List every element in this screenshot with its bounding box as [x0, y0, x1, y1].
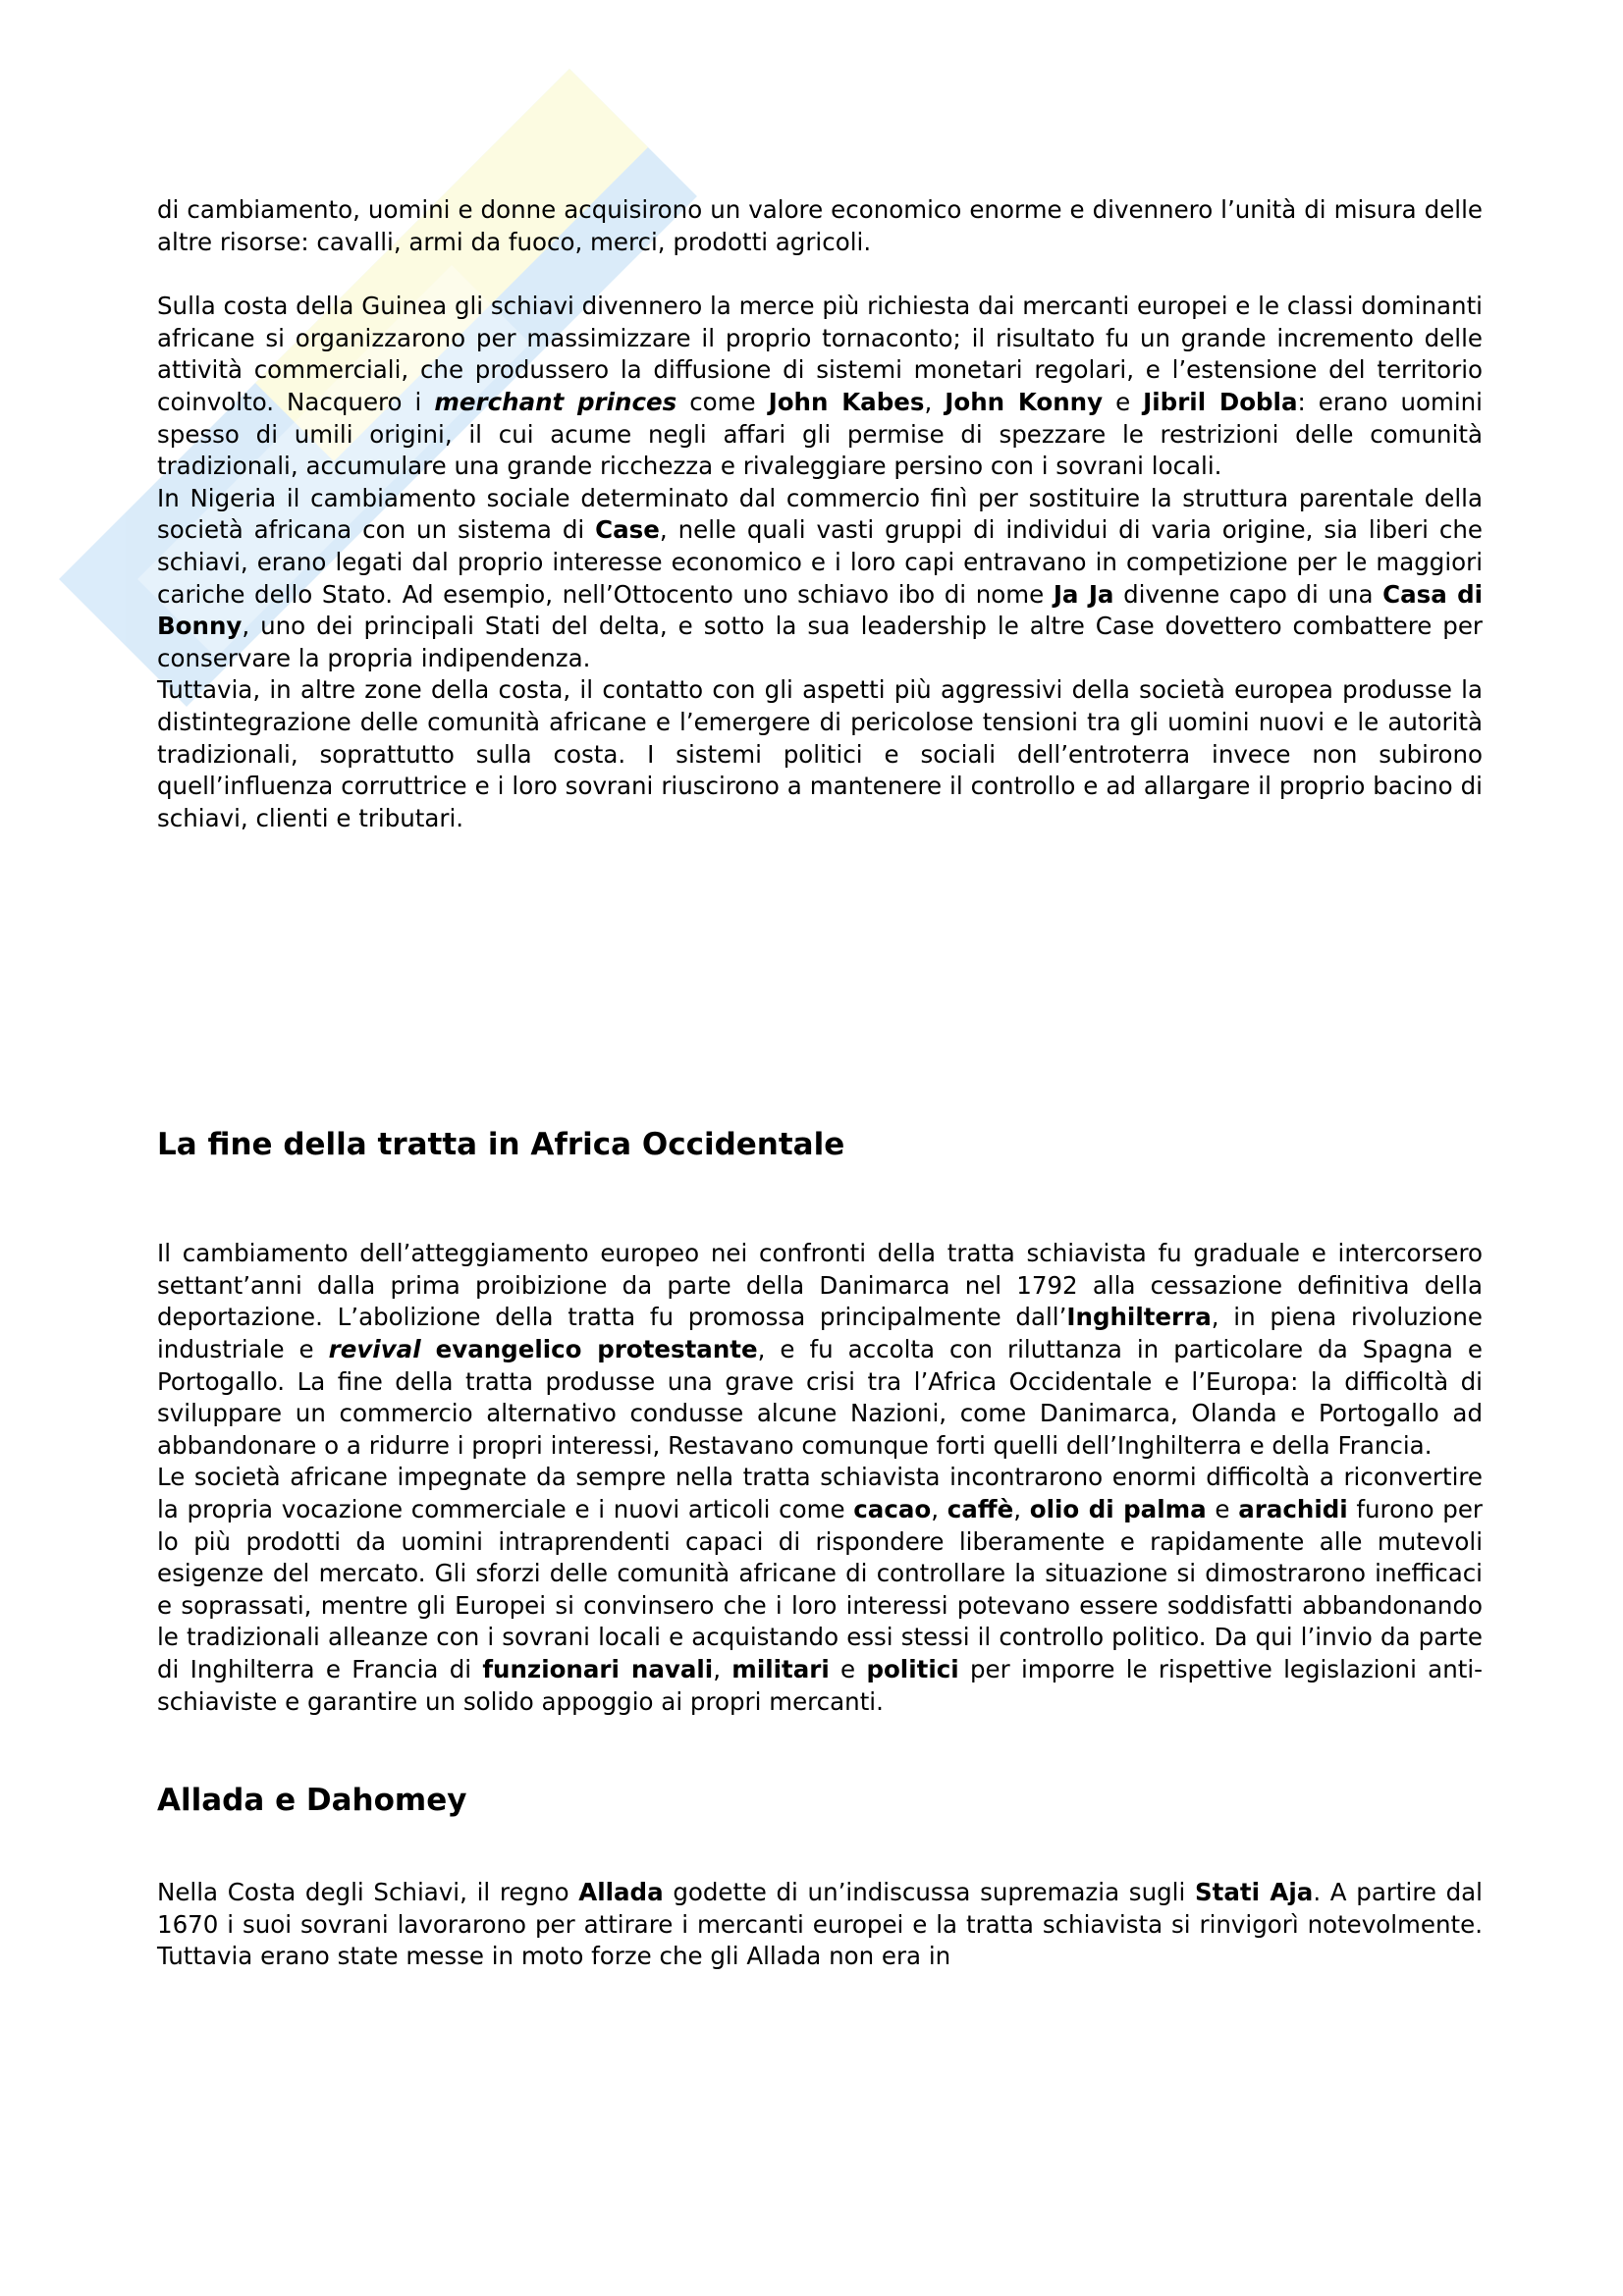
paragraph-risorse: di cambiamento, uomini e donne acquisirono un valore economico enorme e divennero l’unità di misura delle altre risorse: cavalli, armi da fuoco, merci, prodotti agricoli.	[157, 195, 1483, 256]
term-olio-di-palma: olio di palma	[1029, 1495, 1207, 1524]
paragraph-tuttavia: Tuttavia, in altre zone della costa, il contatto con gli aspetti più aggressivi della società europea produsse la distintegrazione delle comunità africane e l’emergere di pericolose tensioni tra gli uomini nuovi e le autorità tradizionali, soprattutto sulla costa. I sistemi politici e sociali dell’entroterra invece non subirono quell’influenza corruttrice e i loro sovrani riuscirono a mantenere il controllo e ad allargare il proprio bacino di schiavi, clienti e tributari.	[157, 675, 1483, 832]
term-revival: revival	[328, 1335, 421, 1364]
term-inghilterra: Inghilterra	[1066, 1303, 1212, 1332]
term-stati-aja: Stati Aja	[1194, 1878, 1314, 1907]
term-funzionari-navali: funzionari navali	[482, 1655, 714, 1683]
name-john-kabes: John Kabes	[768, 387, 925, 416]
term-militari: militari	[731, 1655, 830, 1683]
term-merchant-princes: merchant princes	[434, 387, 677, 416]
paragraph-allada: Nella Costa degli Schiavi, il regno Allada godette di un’indiscussa supremazia sugli Stati Aja. A partire dal 1670 i suoi sovrani lavorarono per attirare i mercanti europei e la tratta schiavista si rinvigorì notevolmente. Tuttavia erano state messe in moto forze che gli Allada non era in	[157, 1878, 1483, 1971]
term-politici: politici	[866, 1655, 959, 1683]
heading-fine-tratta: La fine della tratta in Africa Occidentale	[157, 1127, 845, 1163]
term-allada: Allada	[578, 1878, 664, 1907]
paragraph-guinea: Sulla costa della Guinea gli schiavi divennero la merce più richiesta dai mercanti europei e le classi dominanti africane si organizzarono per massimizzare il proprio tornaconto; il risultato fu un grande incremento delle attività commerciali, che produssero la diffusione di sistemi monetari regolari, e l’estensione del territorio coinvolto. Nacquero i merchant princes come John Kabes, John Konny e Jibril Dobla: erano uomini spesso di umili origini, il cui acume negli affari gli permise di spezzare le restrizioni delle comunità tradizionali, accumulare una grande ricchezza e rivaleggiare persino con i sovrani locali.	[157, 292, 1483, 481]
document-page	[157, 194, 1483, 1973]
paragraph-nigeria: In Nigeria il cambiamento sociale determinato dal commercio finì per sostituire la struttura parentale della società africana con un sistema di Case, nelle quali vasti gruppi di individui di varia origine, sia liberi che schiavi, erano legati dal proprio interesse economico e i loro capi entravano in competizione per le maggiori cariche dello Stato. Ad esempio, nell’Ottocento uno schiavo ibo di nome Ja Ja divenne capo di una Casa di Bonny, uno dei principali Stati del delta, e sotto la sua leadership le altre Case dovettero combattere per conservare la propria indipendenza.	[157, 483, 1484, 672]
term-cacao: cacao	[853, 1495, 932, 1524]
paragraph-abolizione: Il cambiamento dell’atteggiamento europeo nei confronti della tratta schiavista fu graduale e intercorsero settant’anni dalla prima proibizione da parte della Danimarca nel 1792 alla cessazione definitiva della deportazione. L’abolizione della tratta fu promossa principalmente dall’Inghilterra, in piena rivoluzione industriale e revival evangelico protestante, e fu accolta con riluttanza in particolare da Spagna e Portogallo. La fine della tratta produsse una grave crisi tra l’Africa Occidentale e l’Europa: la difficoltà di sviluppare un commercio alternativo condusse alcune Nazioni, come Danimarca, Olanda e Portogallo ad abbandonare o a ridurre i propri interessi, Restavano comunque forti quelli dell’Inghilterra e della Francia.	[157, 1239, 1483, 1460]
term-arachidi: arachidi	[1238, 1495, 1348, 1524]
paragraph-societa-africane: Le società africane impegnate da sempre nella tratta schiavista incontrarono enormi difficoltà a riconvertire la propria vocazione commerciale e i nuovi articoli come cacao, caffè, olio di palma e arachidi furono per lo più prodotti da uomini intraprendenti capaci di rispondere liberamente e rapidamente alle mutevoli esigenze del mercato. Gli sforzi delle comunità africane di controllare la situazione si dimostrarono inefficaci e soprassati, mentre gli Europei si convinsero che i loro interessi potevano essere soddisfatti abbandonando le tradizionali alleanze con i sovrani locali e acquistando essi stessi il controllo politico. Da qui l’invio da parte di Inghilterra e Francia di funzionari navali, militari e politici per imporre le rispettive legislazioni anti-schiaviste e garantire un solido appoggio ai propri mercanti.	[157, 1463, 1484, 1716]
term-case: Case	[595, 515, 660, 545]
name-ja-ja: Ja Ja	[1053, 579, 1114, 609]
heading-allada-dahomey: Allada e Dahomey	[157, 1783, 467, 1819]
term-caffe: caffè	[947, 1495, 1014, 1524]
name-john-konny: John Konny	[945, 387, 1104, 416]
name-jibril-dobla: Jibril Dobla	[1143, 387, 1298, 416]
term-evangelico-protestante: evangelico protestante	[435, 1335, 758, 1364]
term-casa-di-bonny: Casa di Bonny	[157, 579, 1484, 641]
